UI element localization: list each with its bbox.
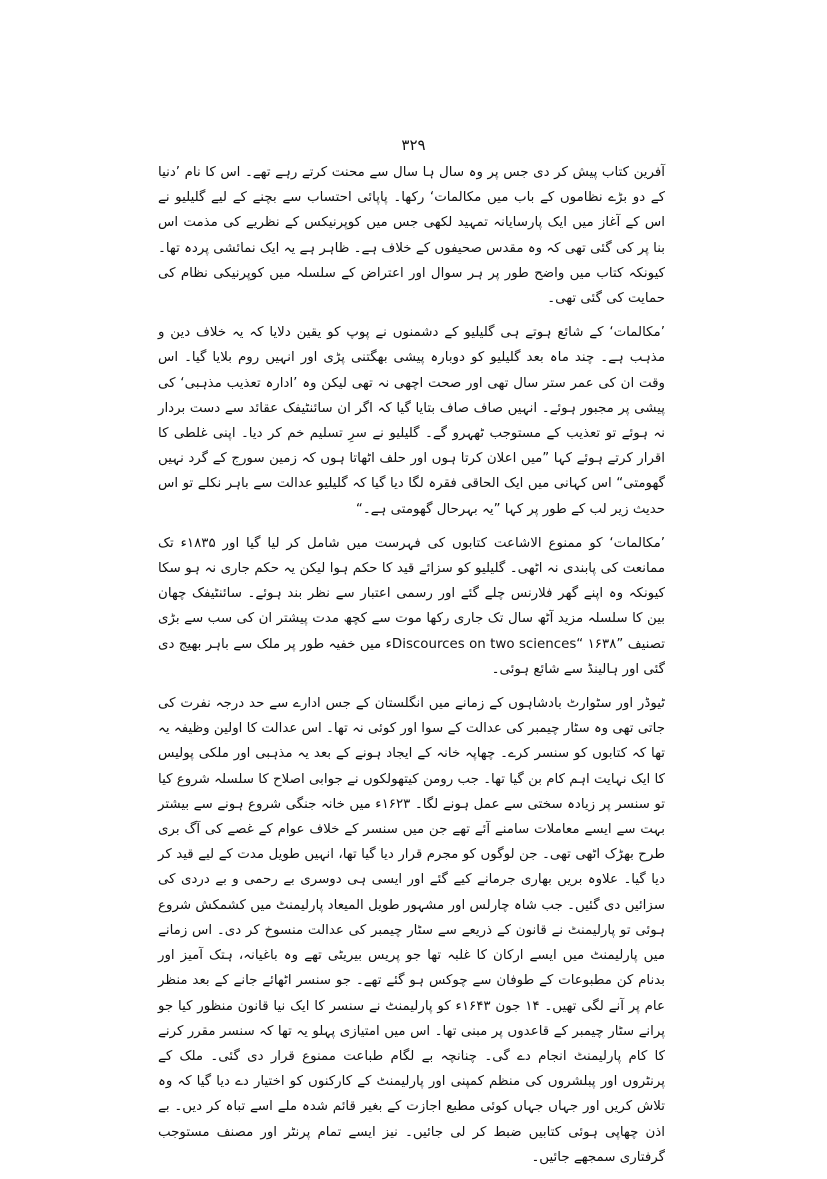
paragraph-1: آفرین کتاب پیش کر دی جس پر وہ سال ہا سال سے محنت کرتے رہے تھے۔ اس کا نام ’دنیا کے دو بڑے نظاموں کے باب میں مکالمات‘ رکھا۔ پاپائی احتساب سے بچنے کے لیے گلیلیو نے اس کے آغاز میں ایک پارسایانہ تمہید لکھی جس میں کوپرنیکس کے نظریے کی مذمت اس بنا پر کی گئی تھی کہ وہ مقدس صحیفوں کے خلاف ہے۔ ظاہر ہے یہ ایک نمائشی پردہ تھا۔ کیونکہ کتاب میں واضح طور پر ہر سوال اور اعتراض کے سلسلہ میں کوپرنیکی نظام کی حمایت کی گئی تھی۔: [158, 165, 665, 307]
paragraph-3: ’مکالمات‘ کو ممنوع الاشاعت کتابوں کی فہرست میں شامل کر لیا گیا اور ۱۸۳۵ء تک ممانعت کی پابندی نہ اٹھی۔ گلیلیو کو سزائے قید کا حکم ہوا لیکن یہ حکم جاری نہ ہو سکا کیونکہ وہ اپنے گھر فلارنس چلے گئے اور رسمی اعتبار سے نظر بند ہوئے۔ سائنٹیفک چھان بین کا سلسلہ مزید آٹھ سال تک جاری رکھا موت سے کچھ مدت پیشتر ان کی سب سے بڑی تصنیف ”Discources on two sciences“ ۱۶۳۸ء میں خفیہ طور پر ملک سے باہر بھیج دی گئی اور ہالینڈ سے شائع ہوئی۔: [158, 535, 666, 677]
page-number: ۳۲۹: [401, 136, 426, 154]
paragraph-4: ٹیوڈر اور سٹوارٹ بادشاہوں کے زمانے میں انگلستان کے جس ادارے سے حد درجہ نفرت کی جاتی تھی وہ سٹار چیمبر کی عدالت کے سوا اور کوئی نہ تھا۔ اس عدالت کا اولین وظیفہ یہ تھا کہ کتابوں کو سنسر کرے۔ چھاپہ خانہ کے ایجاد ہونے کے بعد یہ مذہبی اور ملکی پولیس کا ایک نہایت اہم کام بن گیا تھا۔ جب رومن کیتھولکوں نے جوابی اصلاح کا سلسلہ شروع کیا تو سنسر پر زیادہ سختی سے عمل ہونے لگا۔ ۱۶۲۳ء میں خانہ جنگی شروع ہونے سے بیشتر بہت سے ایسے معاملات سامنے آئے تھے جن میں سنسر کے خلاف عوام کے غصے کی آگ بری طرح بھڑک اٹھی تھی۔ جن لوگوں کو مجرم قرار دیا گیا تھا، انہیں طویل مدت کے لیے قید کر دیا گیا۔ علاوہ بریں بھاری جرمانے کیے گئے اور ایسی ہی دوسری بے رحمی و بے دردی کی سزائیں دی گئیں۔ جب شاہ چارلس اور مشہور طویل المیعاد پارلیمنٹ میں کشمکش شروع ہوئی تو پارلیمنٹ نے قانون کے ذریعے سے سٹار چیمبر کی عدالت منسوخ کر دی۔ اس زمانے میں پارلیمنٹ میں ایسے ارکان کا غلبہ تھا جو پریس بیریٹی تھے وہ باغیانہ، ہتک آمیز اور بدنام کن مطبوعات کے طوفان سے چوکس ہو گئے تھے۔ جو سنسر اٹھائے جانے کے بعد منظر عام پر آنے لگی تھیں۔ ۱۴ جون ۱۶۴۳ء کو پارلیمنٹ نے سنسر کا ایک نیا قانون منظور کیا جو پرانے سٹار چیمبر کے قاعدوں پر مبنی تھا۔ اس میں امتیازی پہلو یہ تھا کہ سنسر مقرر کرنے کا کام پارلیمنٹ انجام دے گی۔ چنانچہ بے لگام طباعت ممنوع قرار دی گئی۔ ملک کے پرنٹروں اور پبلشروں کی منظم کمپنی اور پارلیمنٹ کے کارکنوں کو اختیار دے دیا گیا کہ وہ تلاش کریں اور جہاں جہاں کوئی مطبع اجازت کے بغیر قائم شدہ ملے اسے تباہ کر دیں۔ بے اذن چھاپی ہوئی کتابیں ضبط کر لی جائیں۔ نیز ایسے تمام پرنٹر اور مصنف مستوجب گرفتاری سمجھے جائیں۔: [158, 696, 665, 1165]
body-text: [158, 160, 665, 1179]
paragraph-2: ’مکالمات‘ کے شائع ہوتے ہی گلیلیو کے دشمنوں نے پوپ کو یقین دلایا کہ یہ خلاف دین و مذہب ہے۔ چند ماہ بعد گلیلیو کو دوبارہ پیشی بھگتنی پڑی اور انہیں روم بلایا گیا۔ اس وقت ان کی عمر ستر سال تھی اور صحت اچھی نہ تھی لیکن وہ ’ادارہ تعذیب مذہبی‘ کی پیشی پر مجبور ہوئے۔ انہیں صاف صاف بتایا گیا کہ اگر ان سائنٹیفک عقائد سے دست بردار نہ ہوئے تو تعذیب کے مستوجب ٹھہرو گے۔ گلیلیو نے سرِ تسلیم خم کر دیا۔ اپنی غلطی کا اقرار کرتے ہوئے کہا ”میں اعلان کرتا ہوں اور حلف اٹھاتا ہوں کہ زمین سورج کے گرد نہیں گھومتی“ اس کہانی میں ایک الحاقی فقرہ لگا دیا گیا کہ گلیلیو عدالت سے باہر نکلے تو اس حدیث زیر لب کے طور پر کہا ”یہ بہرحال گھومتی ہے۔“: [158, 325, 665, 517]
